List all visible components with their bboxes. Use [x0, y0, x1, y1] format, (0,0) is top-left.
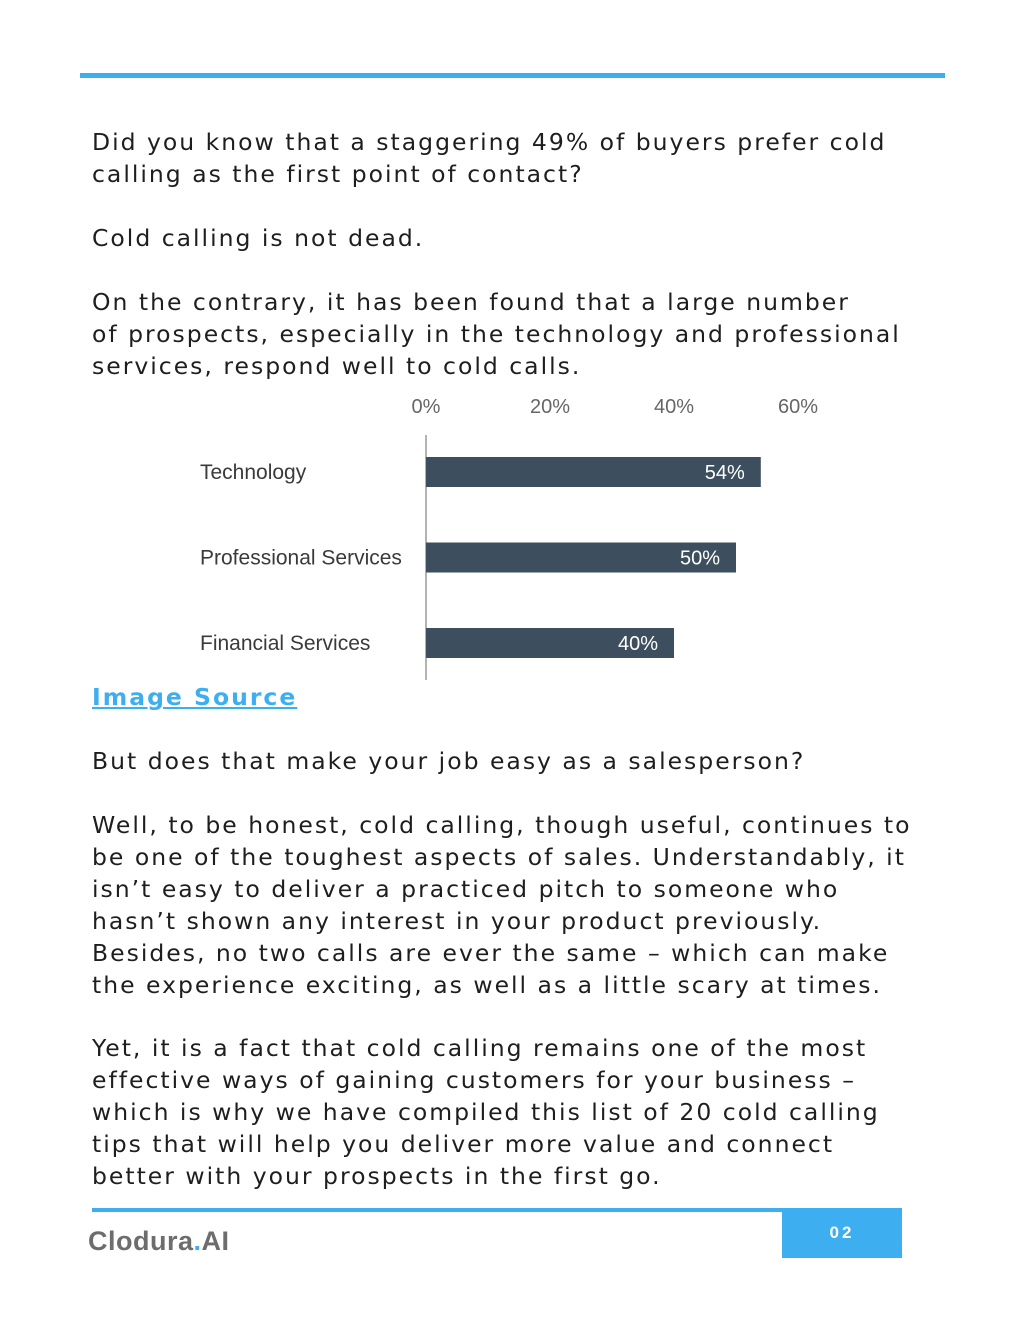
logo-ai: AI	[201, 1226, 230, 1256]
contrary-paragraph: On the contrary, it has been found that a large number of prospects, especially in the technology and professional services, respond well to cold calls.	[92, 288, 901, 380]
category-label: Financial Services	[200, 632, 371, 655]
image-source-link[interactable]: Image Source	[92, 683, 298, 711]
bar-value-label: 40%	[617, 633, 658, 655]
bar-value-label: 54%	[704, 462, 745, 484]
footer-rule	[92, 1208, 782, 1212]
question-paragraph: But does that make your job easy as a salesperson?	[92, 747, 806, 775]
x-tick-label: 40%	[653, 396, 695, 418]
x-tick-label: 0%	[411, 396, 441, 418]
industry-bar-chart	[190, 388, 840, 683]
conclusion-paragraph: Yet, it is a fact that cold calling remains one of the most effective ways of gaining customers for your business – which is why we have compiled this list of 20 cold calling tips that will help you deliver more value and connect better with your prospects in the first go.	[92, 1034, 880, 1190]
category-label: Technology	[200, 461, 307, 484]
bar-value-label: 50%	[679, 547, 720, 570]
logo-name: Clodura	[88, 1226, 194, 1256]
honest-paragraph: Well, to be honest, cold calling, though useful, continues to be one of the toughest aspects of sales. Understandably, it isn’t easy to deliver a practiced pitch to someone who hasn’t shown any interest in your product previously. Besides, no two calls are ever the same – which can make the experience exciting, as well as a little scary at times.	[92, 811, 912, 999]
logo-dot: .	[193, 1226, 202, 1256]
statement-paragraph: Cold calling is not dead.	[92, 224, 425, 252]
category-label: Professional Services	[200, 546, 402, 570]
intro-paragraph: Did you know that a staggering 49% of buyers prefer cold calling as the first point of contact?	[92, 128, 887, 188]
x-tick-label: 20%	[529, 396, 571, 418]
page-number: 02	[782, 1208, 902, 1258]
clodura-logo	[88, 1226, 230, 1257]
top-rule	[80, 73, 945, 78]
x-tick-label: 60%	[777, 396, 819, 418]
